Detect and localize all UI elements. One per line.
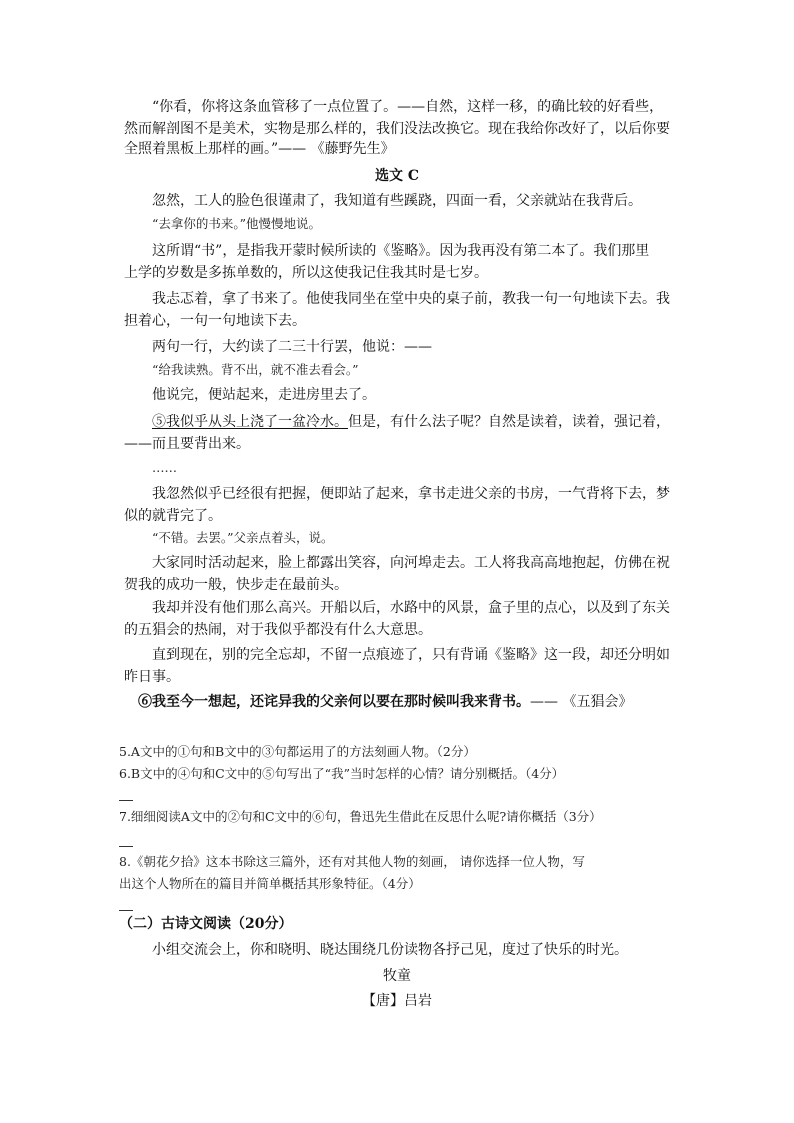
ellipsis: …… [152, 460, 177, 475]
paragraph: 大家同时活动起来，脸上都露出笑容，向河埠走去。工人将我高高地抱起，仿佛在祝 [152, 555, 670, 571]
paragraph: 上学的岁数是多拣单数的，所以这使我记住我其时是七岁。 [124, 265, 488, 281]
paragraph: 我忽然似乎已经很有把握，便即站了起来，拿书走进父亲的书房，一气背将下去，梦 [152, 486, 670, 502]
paragraph: ——而且要背出来。 [124, 436, 250, 452]
paragraph: 直到现在，别的完全忘却，不留一点痕迹了，只有背诵《鉴略》这一段，却还分明如 [152, 647, 670, 663]
paragraph: 这所谓“书”，是指我开蒙时候所读的《鉴略》。因为我再没有第二本了。我们那里 [152, 243, 650, 259]
poem-author: 【唐】吕岩 [362, 993, 432, 1009]
paragraph: 的五猖会的热闹，对于我似乎都没有什么大意思。 [124, 622, 432, 638]
paragraph: “给我读熟。背不出，就不准去看会。” [152, 362, 359, 377]
poem-title: 牧童 [383, 968, 411, 984]
passage-quote-line-1: “你看，你将这条血管移了一点位置了。——自然，这样一移，的确比较的好看些， [152, 99, 664, 115]
paragraph-sentence-6 [138, 692, 632, 712]
question-8-line-1: 8.《朝花夕拾》这本书除这三篇外，还有对其他人物的刻画， 请你选择一位人物，写 [119, 854, 585, 869]
passage-quote-line-3: 全照着黑板上那样的画。”—— 《藤野先生》 [124, 141, 395, 157]
paragraph: 忽然，工人的脸色很谨肃了，我知道有些蹊跷，四面一看，父亲就站在我背后。 [152, 193, 642, 209]
paragraph: 我忐忑着，拿了书来了。他使我同坐在堂中央的桌子前，教我一句一句地读下去。我 [152, 291, 670, 307]
paragraph: 贺我的成功一般，快步走在最前头。 [124, 577, 348, 593]
question-5: 5.A文中的①句和B文中的③句都运用了的方法刻画人物。（2分） [119, 744, 476, 759]
paragraph: 昨日事。 [124, 669, 180, 685]
answer-line [119, 910, 133, 911]
paragraph: 似的就背完了。 [124, 508, 222, 524]
question-8-line-2: 出这个人物所在的篇目并简单概括其形象特征。（4分） [119, 876, 421, 891]
paragraph-sentence-5 [152, 412, 670, 432]
paragraph: 他说完，便站起来，走进房里去了。 [152, 387, 376, 403]
underlined-sentence-5: ⑤我似乎从头上浇了一盆冷水。 [152, 414, 348, 430]
section-heading: （二）古诗文阅读（20分） [119, 916, 293, 932]
paragraph: “不错。去罢。”父亲点着头，说。 [152, 530, 334, 545]
question-6: 6.B文中的④句和C文中的⑤句写出了“我”当时怎样的心情？请分别概括。（4分） [119, 766, 565, 781]
section-intro: 小组交流会上，你和晓明、晓达围绕几份读物各抒己见，度过了快乐的时光。 [152, 942, 628, 958]
paragraph-text: 但是，有什么法子呢？自然是读着，读着，强记着， [348, 414, 670, 430]
paragraph: “去拿你的书来。”他慢慢地说。 [152, 216, 322, 231]
bold-sentence-6: ⑥我至今一想起，还诧异我的父亲何以要在那时候叫我来背书。 [138, 694, 530, 710]
selection-c-heading: 选文 C [374, 168, 420, 184]
answer-line [119, 800, 133, 801]
paragraph: 我却并没有他们那么高兴。开船以后，水路中的风景，盒子里的点心，以及到了东关 [152, 600, 670, 616]
passage-quote-line-2: 然而解剖图不是美术，实物是那么样的，我们没法改换它。现在我给你改好了，以后你要 [124, 121, 670, 137]
source-title: —— 《五猖会》 [530, 694, 633, 710]
paragraph: 担着心，一句一句地读下去。 [124, 313, 306, 329]
answer-line [119, 846, 133, 847]
paragraph: 两句一行，大约读了二三十行罢，他说：—— [152, 339, 432, 355]
question-7: 7.细细阅读A文中的②句和C文中的⑥句，鲁迅先生借此在反思什么呢?请你概括（3分） [119, 809, 602, 824]
